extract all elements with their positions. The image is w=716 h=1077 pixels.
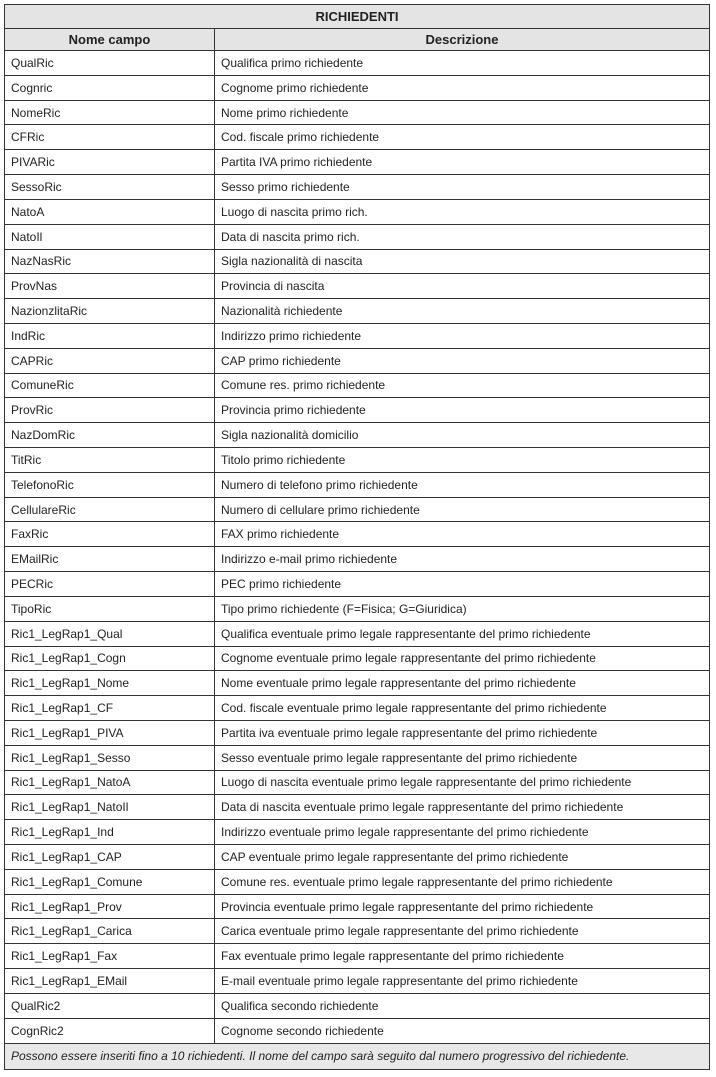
cell-description: Numero di cellulare primo richiedente — [215, 497, 710, 522]
cell-description: Numero di telefono primo richiedente — [215, 472, 710, 497]
cell-description: Sesso eventuale primo legale rappresentante del primo richiedente — [215, 745, 710, 770]
table-body — [5, 51, 710, 1044]
fields-table-container — [4, 4, 709, 1070]
cell-field-name: QualRic2 — [5, 993, 215, 1018]
cell-field-name: Ric1_LegRap1_NatoIl — [5, 795, 215, 820]
cell-description: Cognome eventuale primo legale rappresentante del primo richiedente — [215, 646, 710, 671]
cell-description: Provincia eventuale primo legale rappresentante del primo richiedente — [215, 894, 710, 919]
table-row — [5, 398, 710, 423]
table-row — [5, 51, 710, 76]
cell-description: Comune res. eventuale primo legale rappresentante del primo richiedente — [215, 869, 710, 894]
cell-description: FAX primo richiedente — [215, 522, 710, 547]
cell-field-name: TipoRic — [5, 596, 215, 621]
table-row — [5, 621, 710, 646]
table-row — [5, 820, 710, 845]
cell-field-name: SessoRic — [5, 175, 215, 200]
cell-description: Sigla nazionalità domicilio — [215, 423, 710, 448]
cell-field-name: Ric1_LegRap1_EMail — [5, 969, 215, 994]
table-row — [5, 745, 710, 770]
cell-field-name: Ric1_LegRap1_CF — [5, 696, 215, 721]
cell-description: Nome eventuale primo legale rappresentante del primo richiedente — [215, 671, 710, 696]
cell-field-name: ProvRic — [5, 398, 215, 423]
cell-description: Comune res. primo richiedente — [215, 373, 710, 398]
table-row — [5, 522, 710, 547]
table-row — [5, 373, 710, 398]
cell-field-name: PECRic — [5, 572, 215, 597]
cell-field-name: PIVARic — [5, 150, 215, 175]
cell-field-name: NazNasRic — [5, 249, 215, 274]
table-row — [5, 869, 710, 894]
cell-description: CAP eventuale primo legale rappresentante del primo richiedente — [215, 845, 710, 870]
table-header-row — [5, 29, 710, 51]
cell-description: Cognome secondo richiedente — [215, 1018, 710, 1043]
table-row — [5, 100, 710, 125]
cell-field-name: Ric1_LegRap1_Ind — [5, 820, 215, 845]
table-row — [5, 919, 710, 944]
table-title-row — [5, 5, 710, 29]
cell-description: Data di nascita primo rich. — [215, 224, 710, 249]
table-footnote: Possono essere inseriti fino a 10 richiedenti. Il nome del campo sarà seguito dal numero progressivo del richiedente. — [5, 1043, 710, 1069]
cell-field-name: Cognric — [5, 75, 215, 100]
table-row — [5, 497, 710, 522]
cell-description: Sigla nazionalità di nascita — [215, 249, 710, 274]
table-row — [5, 770, 710, 795]
cell-field-name: Ric1_LegRap1_NatoA — [5, 770, 215, 795]
table-row — [5, 274, 710, 299]
cell-field-name: Ric1_LegRap1_Qual — [5, 621, 215, 646]
table-row — [5, 646, 710, 671]
table-footer-row — [5, 1043, 710, 1069]
cell-description: Titolo primo richiedente — [215, 448, 710, 473]
cell-field-name: CFRic — [5, 125, 215, 150]
table-row — [5, 423, 710, 448]
cell-field-name: FaxRic — [5, 522, 215, 547]
cell-description: Nome primo richiedente — [215, 100, 710, 125]
cell-field-name: CellulareRic — [5, 497, 215, 522]
cell-field-name: IndRic — [5, 323, 215, 348]
table-row — [5, 448, 710, 473]
table-row — [5, 224, 710, 249]
cell-field-name: NazDomRic — [5, 423, 215, 448]
cell-field-name: CognRic2 — [5, 1018, 215, 1043]
table-row — [5, 572, 710, 597]
cell-field-name: NomeRic — [5, 100, 215, 125]
table-row — [5, 125, 710, 150]
table-row — [5, 696, 710, 721]
cell-description: Cod. fiscale eventuale primo legale rappresentante del primo richiedente — [215, 696, 710, 721]
cell-description: Luogo di nascita primo rich. — [215, 199, 710, 224]
cell-description: Qualifica primo richiedente — [215, 51, 710, 76]
cell-field-name: ProvNas — [5, 274, 215, 299]
cell-description: E-mail eventuale primo legale rappresentante del primo richiedente — [215, 969, 710, 994]
cell-description: Indirizzo e-mail primo richiedente — [215, 547, 710, 572]
cell-field-name: Ric1_LegRap1_PIVA — [5, 720, 215, 745]
table-row — [5, 993, 710, 1018]
cell-description: Cognome primo richiedente — [215, 75, 710, 100]
cell-field-name: Ric1_LegRap1_Carica — [5, 919, 215, 944]
cell-description: Nazionalità richiedente — [215, 299, 710, 324]
cell-field-name: Ric1_LegRap1_Sesso — [5, 745, 215, 770]
cell-field-name: TelefonoRic — [5, 472, 215, 497]
cell-description: Partita IVA primo richiedente — [215, 150, 710, 175]
cell-description: Sesso primo richiedente — [215, 175, 710, 200]
cell-description: Qualifica eventuale primo legale rappresentante del primo richiedente — [215, 621, 710, 646]
table-row — [5, 299, 710, 324]
cell-description: Luogo di nascita eventuale primo legale rappresentante del primo richiedente — [215, 770, 710, 795]
cell-description: Tipo primo richiedente (F=Fisica; G=Giuridica) — [215, 596, 710, 621]
table-row — [5, 175, 710, 200]
cell-field-name: Ric1_LegRap1_Prov — [5, 894, 215, 919]
column-header-description: Descrizione — [215, 29, 710, 51]
cell-description: Fax eventuale primo legale rappresentante del primo richiedente — [215, 944, 710, 969]
table-row — [5, 720, 710, 745]
table-row — [5, 249, 710, 274]
cell-description: Indirizzo primo richiedente — [215, 323, 710, 348]
cell-description: Indirizzo eventuale primo legale rappresentante del primo richiedente — [215, 820, 710, 845]
cell-description: PEC primo richiedente — [215, 572, 710, 597]
table-row — [5, 596, 710, 621]
table-row — [5, 348, 710, 373]
cell-field-name: CAPRic — [5, 348, 215, 373]
cell-field-name: Ric1_LegRap1_Fax — [5, 944, 215, 969]
cell-description: Qualifica secondo richiedente — [215, 993, 710, 1018]
richiedenti-table — [4, 4, 710, 1070]
table-row — [5, 547, 710, 572]
table-row — [5, 75, 710, 100]
table-row — [5, 894, 710, 919]
cell-field-name: Ric1_LegRap1_CAP — [5, 845, 215, 870]
cell-field-name: NatoA — [5, 199, 215, 224]
table-row — [5, 150, 710, 175]
column-header-field-name: Nome campo — [5, 29, 215, 51]
cell-field-name: Ric1_LegRap1_Nome — [5, 671, 215, 696]
cell-description: Data di nascita eventuale primo legale rappresentante del primo richiedente — [215, 795, 710, 820]
cell-field-name: NazionzlitaRic — [5, 299, 215, 324]
table-row — [5, 199, 710, 224]
cell-field-name: TitRic — [5, 448, 215, 473]
table-row — [5, 1018, 710, 1043]
table-row — [5, 944, 710, 969]
cell-field-name: NatoIl — [5, 224, 215, 249]
cell-description: Provincia primo richiedente — [215, 398, 710, 423]
table-title: RICHIEDENTI — [5, 5, 710, 29]
cell-description: Cod. fiscale primo richiedente — [215, 125, 710, 150]
cell-field-name: ComuneRic — [5, 373, 215, 398]
cell-description: Partita iva eventuale primo legale rappresentante del primo richiedente — [215, 720, 710, 745]
cell-description: CAP primo richiedente — [215, 348, 710, 373]
table-row — [5, 472, 710, 497]
table-row — [5, 845, 710, 870]
table-row — [5, 323, 710, 348]
cell-field-name: Ric1_LegRap1_Cogn — [5, 646, 215, 671]
cell-field-name: Ric1_LegRap1_Comune — [5, 869, 215, 894]
table-row — [5, 671, 710, 696]
cell-description: Provincia di nascita — [215, 274, 710, 299]
cell-field-name: EMailRic — [5, 547, 215, 572]
cell-description: Carica eventuale primo legale rappresentante del primo richiedente — [215, 919, 710, 944]
cell-field-name: QualRic — [5, 51, 215, 76]
table-row — [5, 969, 710, 994]
table-row — [5, 795, 710, 820]
